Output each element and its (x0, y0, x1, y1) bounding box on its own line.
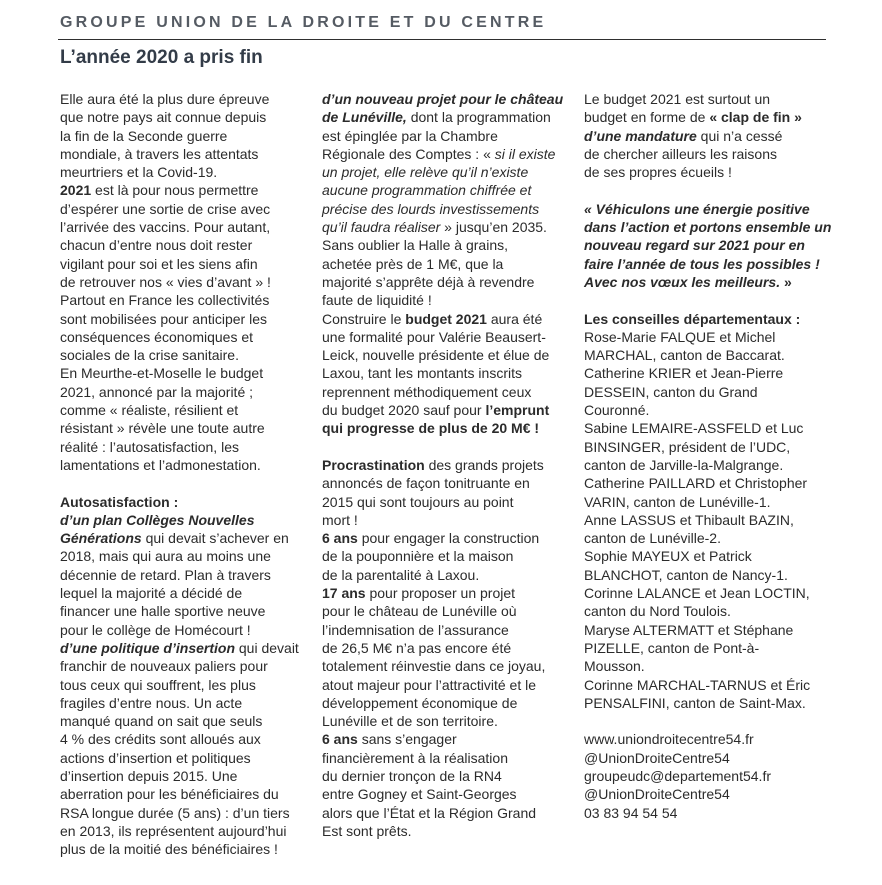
text-run: Mousson. (584, 658, 645, 675)
text-run: Autosatisfaction : (60, 493, 179, 510)
paragraph-gap (584, 712, 829, 730)
text-run: 2021, annoncé par la majorité ; (60, 383, 254, 400)
text-line (584, 236, 829, 254)
text-line (322, 676, 572, 694)
text-run: Les conseilles départementaux : (584, 310, 801, 327)
text-line (322, 364, 572, 382)
text-run: dans l’action et portons ensemble un (584, 219, 832, 236)
text-line (60, 840, 310, 858)
text-line (584, 602, 829, 620)
text-line (60, 401, 310, 419)
text-run: de ses propres écueils ! (584, 164, 732, 181)
text-run: Laxou, tant les montants inscrits (322, 365, 522, 382)
text-line (584, 401, 829, 419)
text-line (584, 639, 829, 657)
text-line (584, 200, 829, 218)
text-run: en 2013, ils représentent aujourd’hui (60, 822, 287, 839)
text-run: aura été (486, 310, 543, 327)
text-run: faute de liquidité ! (322, 292, 432, 309)
text-line (584, 383, 829, 401)
text-line (322, 639, 572, 657)
text-line (60, 804, 310, 822)
text-line (60, 547, 310, 565)
text-run: nouveau regard sur 2021 pour en (584, 237, 805, 254)
text-line (584, 657, 829, 675)
text-run: Rose-Marie FALQUE et Michel (584, 328, 776, 345)
text-run: chacun d’entre nous doit rester (60, 237, 253, 254)
text-line (584, 364, 829, 382)
text-line (322, 804, 572, 822)
text-line (60, 163, 310, 181)
text-line (60, 621, 310, 639)
text-run: DESSEIN, canton du Grand (584, 383, 758, 400)
text-line (584, 785, 829, 803)
text-run: qu’il faudra réaliser (322, 219, 441, 236)
text-line (322, 127, 572, 145)
article-column-3 (584, 90, 832, 822)
text-line (584, 529, 829, 547)
text-line (322, 730, 572, 748)
text-run: sociales de la crise sanitaire. (60, 347, 239, 364)
text-run: comme « réaliste, résilient et (60, 402, 239, 419)
text-line (322, 90, 572, 108)
text-line (322, 621, 572, 639)
text-run: VARIN, canton de Lunéville-1. (584, 493, 771, 510)
text-run: qui n’a cessé (696, 127, 783, 144)
text-run: pour le collège de Homécourt ! (60, 621, 251, 638)
text-line (60, 529, 310, 547)
text-run: aucune programmation chiffrée et (322, 182, 532, 199)
text-line (322, 529, 572, 547)
text-run: l’emprunt (485, 402, 550, 419)
text-line (584, 621, 829, 639)
text-line (60, 749, 310, 767)
text-run: mondiale, à travers les attentats (60, 145, 259, 162)
text-run: de 26,5 M€ n’a pas encore été (322, 639, 512, 656)
text-run: un projet, elle relève qu’il n’existe (322, 164, 529, 181)
text-line (60, 218, 310, 236)
text-line (584, 310, 829, 328)
text-run: dont la programmation (406, 109, 551, 126)
text-line (60, 200, 310, 218)
text-run: meurtriers et la Covid-19. (60, 164, 218, 181)
text-line (322, 346, 572, 364)
text-run: d’espérer une sortie de crise avec (60, 200, 271, 217)
paragraph-gap (60, 474, 310, 492)
text-line (322, 181, 572, 199)
text-line (584, 108, 829, 126)
text-line (322, 584, 572, 602)
text-run: que notre pays ait connue depuis (60, 109, 267, 126)
paragraph-gap (584, 291, 829, 309)
text-run: de chercher ailleurs les raisons (584, 145, 777, 162)
text-run: une formalité pour Valérie Beausert- (322, 328, 546, 345)
text-run: @UnionDroiteCentre54 (584, 786, 730, 803)
text-line (584, 419, 829, 437)
text-run: pour proposer un projet (365, 585, 516, 602)
text-run: 2018, mais qui aura au moins une (60, 548, 271, 565)
text-run: conséquences économiques et (60, 328, 254, 345)
text-run: PIZELLE, canton de Pont-à- (584, 639, 760, 656)
text-line (322, 694, 572, 712)
text-run: Anne LASSUS et Thibault BAZIN, (584, 511, 794, 528)
text-run: 17 ans (322, 585, 366, 602)
text-line (584, 694, 829, 712)
text-run: « clap de fin » (709, 109, 802, 126)
text-run: Leick, nouvelle présidente et élue de (322, 347, 550, 364)
text-run: RSA longue durée (5 ans) : d’un tiers (60, 804, 290, 821)
text-run: d’une politique d’insertion (60, 639, 235, 656)
text-line (584, 474, 829, 492)
text-line (60, 90, 310, 108)
text-run: d’un nouveau projet pour le château (322, 91, 564, 107)
text-run: Corinne LALANCE et Jean LOCTIN, (584, 585, 810, 602)
text-line (60, 712, 310, 730)
text-line (60, 364, 310, 382)
text-line (60, 639, 310, 657)
text-line (60, 291, 310, 309)
text-line (584, 566, 829, 584)
paragraph-gap (322, 438, 572, 456)
text-run: majorité s’apprête déjà à revendre (322, 273, 535, 290)
text-run: 2021 (60, 182, 92, 199)
text-line (60, 328, 310, 346)
text-run: Avec nos vœux les meilleurs. (584, 273, 781, 290)
text-line (322, 602, 572, 620)
text-line (322, 218, 572, 236)
group-name: GROUPE UNION DE LA DROITE ET DU CENTRE (60, 14, 547, 31)
text-run: développement économique de (322, 694, 518, 711)
text-line (322, 145, 572, 163)
text-line (322, 200, 572, 218)
text-line (60, 383, 310, 401)
text-line (60, 657, 310, 675)
text-run: qui devait s’achever en (141, 530, 289, 547)
text-line (584, 145, 829, 163)
text-line (584, 767, 829, 785)
text-run: 2015 qui sont toujours au point (322, 493, 514, 510)
text-run: Partout en France les collectivités (60, 292, 270, 309)
text-line (60, 108, 310, 126)
text-run: 6 ans (322, 530, 358, 547)
text-line (584, 346, 829, 364)
text-run: pour le château de Lunéville où (322, 603, 517, 620)
text-run: canton de Jarville-la-Malgrange. (584, 456, 784, 473)
text-line (60, 785, 310, 803)
text-line (584, 328, 829, 346)
text-line (60, 127, 310, 145)
text-line (60, 676, 310, 694)
article-column-1 (60, 90, 310, 858)
article-headline: L’année 2020 a pris fin (60, 47, 263, 68)
text-line (60, 438, 310, 456)
text-run: En Meurthe-et-Moselle le budget (60, 365, 264, 382)
text-line (584, 438, 829, 456)
text-line (60, 236, 310, 254)
text-run: de retrouver nos « vies d’avant » ! (60, 273, 271, 290)
text-run: résistant » révèle une toute autre (60, 420, 265, 437)
text-run: Est sont prêts. (322, 822, 412, 839)
text-run: Catherine PAILLARD et Christopher (584, 475, 808, 492)
text-line (60, 346, 310, 364)
text-line (60, 310, 310, 328)
text-line (322, 310, 572, 328)
text-run: groupeudc@departement54.fr (584, 767, 771, 784)
text-run: qui devait (235, 639, 299, 656)
header-divider (58, 39, 826, 40)
text-run: @UnionDroiteCentre54 (584, 749, 730, 766)
text-run: Sans oublier la Halle à grains, (322, 237, 508, 254)
text-run: canton de Lunéville-2. (584, 530, 721, 547)
text-run: Catherine KRIER et Jean-Pierre (584, 365, 784, 382)
text-run: www.uniondroitecentre54.fr (584, 731, 754, 748)
text-run: atout majeur pour l’attractivité et le (322, 676, 536, 693)
text-run: Elle aura été la plus dure épreuve (60, 91, 270, 107)
text-run: achetée près de 1 M€, que la (322, 255, 504, 272)
text-run: Couronné. (584, 402, 650, 419)
text-run: de Lunéville, (322, 109, 407, 126)
text-line (60, 181, 310, 199)
text-line (322, 511, 572, 529)
text-line (322, 785, 572, 803)
text-line (322, 291, 572, 309)
text-run: » jusqu’en 2035. (440, 219, 547, 236)
text-run: totalement réinvestie dans ce joyau, (322, 658, 546, 675)
text-run: d’insertion depuis 2015. Une (60, 767, 238, 784)
text-run: financièrement à la réalisation (322, 749, 508, 766)
text-run: l’indemnisation de l’assurance (322, 621, 509, 638)
text-run: MARCHAL, canton de Baccarat. (584, 347, 785, 364)
text-line (322, 108, 572, 126)
text-run: Générations (60, 530, 142, 547)
text-line (322, 547, 572, 565)
text-line (60, 602, 310, 620)
text-run: vigilant pour soi et les siens afin (60, 255, 258, 272)
text-line (322, 657, 572, 675)
text-run: décennie de retard. Plan à travers (60, 566, 271, 583)
text-run: pour engager la construction (357, 530, 540, 547)
text-run: canton du Nord Toulois. (584, 603, 731, 620)
text-line (60, 511, 310, 529)
text-line (322, 566, 572, 584)
text-line (322, 328, 572, 346)
text-run: annoncés de façon tonitruante en (322, 475, 530, 492)
text-run: Corinne MARCHAL-TARNUS et Éric (584, 676, 811, 693)
text-line (60, 493, 310, 511)
text-line (60, 730, 310, 748)
text-run: franchir de nouveaux paliers pour (60, 658, 268, 675)
text-line (322, 383, 572, 401)
text-line (60, 767, 310, 785)
text-line (60, 694, 310, 712)
text-line (322, 493, 572, 511)
text-run: Régionale des Comptes : « (322, 145, 495, 162)
text-run: du dernier tronçon de la RN4 (322, 767, 502, 784)
text-line (584, 749, 829, 767)
text-line (322, 822, 572, 840)
text-run: Sabine LEMAIRE-ASSFELD et Luc (584, 420, 804, 437)
text-line (60, 584, 310, 602)
text-run: d’une mandature (584, 127, 697, 144)
text-line (60, 145, 310, 163)
text-line (322, 767, 572, 785)
text-run: « Véhiculons une énergie positive (584, 200, 810, 217)
text-run: Lunéville et de son territoire. (322, 713, 498, 730)
text-line (584, 676, 829, 694)
text-line (60, 273, 310, 291)
text-line (584, 804, 829, 822)
text-line (60, 255, 310, 273)
text-run: alors que l’État et la Région Grand (322, 804, 537, 821)
text-line (60, 419, 310, 437)
text-line (322, 419, 572, 437)
text-run: Procrastination (322, 456, 425, 473)
text-run: PENSALFINI, canton de Saint-Max. (584, 694, 806, 711)
text-line (322, 474, 572, 492)
text-run: manqué quand on sait que seuls (60, 713, 263, 730)
text-line (584, 163, 829, 181)
text-run: Maryse ALTERMATT et Stéphane (584, 621, 794, 638)
text-run: l’arrivée des vaccins. Pour autant, (60, 219, 271, 236)
text-line (584, 584, 829, 602)
text-run: financer une halle sportive neuve (60, 603, 266, 620)
text-run: des grands projets (424, 456, 544, 473)
text-line (322, 749, 572, 767)
text-line (60, 456, 310, 474)
text-run: reprennent méthodiquement ceux (322, 383, 532, 400)
text-run: entre Gogney et Saint-Georges (322, 786, 517, 803)
text-line (584, 255, 829, 273)
text-line (584, 456, 829, 474)
text-run: tous ceux qui souffrent, les plus (60, 676, 256, 693)
text-line (322, 712, 572, 730)
article-column-2 (322, 90, 572, 840)
text-line (322, 163, 572, 181)
text-line (322, 456, 572, 474)
text-run: 6 ans (322, 731, 358, 748)
text-run: plus de la moitié des bénéficiaires ! (60, 841, 278, 858)
text-line (584, 511, 829, 529)
text-run: lequel la majorité a décidé de (60, 585, 243, 602)
text-run: aberration pour les bénéficiaires du (60, 786, 279, 803)
text-run: actions d’insertion et politiques (60, 749, 251, 766)
text-line (322, 255, 572, 273)
text-run: lamentations et l’admonestation. (60, 456, 261, 473)
text-run: si il existe (494, 145, 556, 162)
text-line (60, 822, 310, 840)
text-run: faire l’année de tous les possibles ! (584, 255, 820, 272)
paragraph-gap (584, 181, 829, 199)
text-run: Sophie MAYEUX et Patrick (584, 548, 752, 565)
text-line (584, 730, 829, 748)
text-run: de la pouponnière et la maison (322, 548, 514, 565)
text-line (322, 401, 572, 419)
text-run: précise des lourds investissements (322, 200, 540, 217)
text-run: » (780, 273, 792, 290)
text-run: Construire le (322, 310, 406, 327)
text-run: fragiles d’entre nous. Un acte (60, 694, 243, 711)
text-line (584, 90, 829, 108)
text-line (584, 273, 829, 291)
text-line (322, 273, 572, 291)
text-run: BINSINGER, président de l’UDC, (584, 438, 791, 455)
text-run: Le budget 2021 est surtout un (584, 91, 771, 107)
text-line (322, 236, 572, 254)
text-run: mort ! (322, 511, 358, 528)
text-run: la fin de la Seconde guerre (60, 127, 228, 144)
text-run: du budget 2020 sauf pour (322, 402, 486, 419)
text-run: sont mobilisées pour anticiper les (60, 310, 267, 327)
text-line (584, 547, 829, 565)
text-line (584, 127, 829, 145)
text-run: de la parentalité à Laxou. (322, 566, 480, 583)
text-run: d’un plan Collèges Nouvelles (60, 511, 255, 528)
text-run: est épinglée par la Chambre (322, 127, 498, 144)
text-run: BLANCHOT, canton de Nancy-1. (584, 566, 788, 583)
text-line (584, 493, 829, 511)
text-run: réalité : l’autosatisfaction, les (60, 438, 239, 455)
text-run: 4 % des crédits sont alloués aux (60, 731, 261, 748)
text-run: budget en forme de (584, 109, 710, 126)
text-run: sans s’engager (357, 731, 457, 748)
text-run: budget 2021 (405, 310, 487, 327)
text-run: est là pour nous permettre (91, 182, 259, 199)
text-run: 03 83 94 54 54 (584, 804, 678, 821)
text-line (60, 566, 310, 584)
text-run: qui progresse de plus de 20 M€ ! (322, 420, 540, 437)
text-line (584, 218, 832, 236)
